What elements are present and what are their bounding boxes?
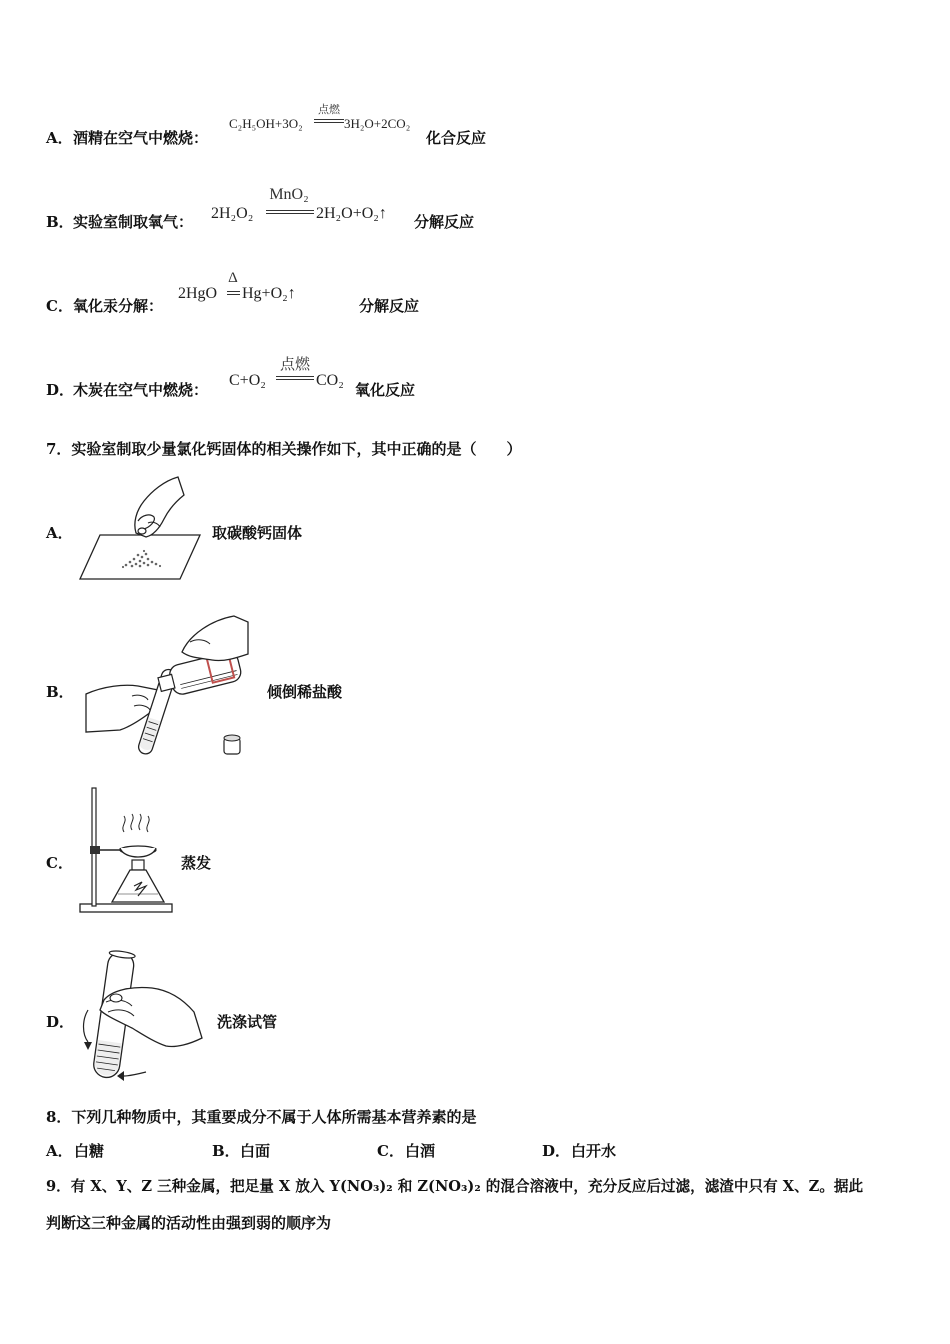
option-label: D． <box>542 1142 571 1160</box>
question-8-stem: 8．下列几种物质中，其重要成分不属于人体所需基本营养素的是 <box>46 1108 477 1126</box>
hand-taking-solid-icon <box>78 475 203 585</box>
reaction-type: 分解反应 <box>414 213 475 231</box>
question-9-stem-line-2: 判断这三种金属的活动性由强到弱的顺序为 <box>46 1214 332 1232</box>
option-text: 白酒 <box>405 1142 436 1160</box>
option-label: C． <box>46 297 73 315</box>
option-label: A． <box>46 1142 73 1160</box>
equation-lhs: 2H₂O₂ <box>211 205 254 222</box>
option-label: A． <box>46 524 73 542</box>
option-label: A． <box>46 129 73 147</box>
equation-lhs: 2HgO <box>178 285 218 302</box>
evaporation-setup-icon <box>78 786 178 916</box>
option-description: 实验室制取氧气： <box>73 213 194 231</box>
washing-test-tube-icon <box>76 950 206 1084</box>
equation-rhs: 3H₂O+2CO₂ <box>344 116 411 131</box>
equation-condition: MnO₂ <box>269 186 309 203</box>
reaction-type: 化合反应 <box>426 129 487 147</box>
reaction-type: 氧化反应 <box>355 381 416 399</box>
reaction-type: 分解反应 <box>359 297 420 315</box>
option-text: 倾倒稀盐酸 <box>267 683 343 701</box>
option-label: B． <box>46 213 74 231</box>
question-9-stem-line-1: 9．有 X、Y、Z 三种金属，把足量 X 放入 Y(NO₃)₂ 和 Z(NO₃)₂ 的混合溶液中，充分反应后过滤，滤渣中只有 X、Z。据此 <box>46 1178 864 1195</box>
equation-equals <box>266 210 314 214</box>
equation-equals <box>227 291 240 295</box>
pouring-liquid-icon <box>86 612 251 762</box>
option-label: C． <box>46 854 73 872</box>
equation-rhs: 2H₂O+O₂↑ <box>316 205 387 222</box>
option-label: B． <box>212 1142 240 1160</box>
option-text: 白开水 <box>571 1142 617 1160</box>
option-text: 洗涤试管 <box>217 1013 278 1031</box>
equation-condition: 点燃 <box>279 355 310 373</box>
option-description: 酒精在空气中燃烧： <box>73 129 209 147</box>
question-7-stem: 7．实验室制取少量氯化钙固体的相关操作如下，其中正确的是（ ） <box>46 440 522 458</box>
option-label: D． <box>46 381 75 399</box>
option-description: 氧化汞分解： <box>73 297 164 315</box>
option-label: C． <box>377 1142 404 1160</box>
equation-condition: 点燃 <box>318 103 340 116</box>
equation-equals <box>276 376 314 380</box>
option-label: B． <box>46 683 74 701</box>
option-text: 白面 <box>240 1142 271 1160</box>
equation-lhs: C₂H₅OH+3O₂ <box>229 116 303 131</box>
equation-rhs: Hg+O₂↑ <box>242 285 296 302</box>
option-text: 蒸发 <box>181 854 212 872</box>
equation-condition: Δ <box>228 270 238 286</box>
option-description: 木炭在空气中燃烧： <box>73 381 209 399</box>
option-label: D． <box>46 1013 75 1031</box>
option-text: 白糖 <box>74 1142 105 1160</box>
equation-equals <box>314 119 344 123</box>
equation-rhs: CO₂ <box>316 372 344 389</box>
option-text: 取碳酸钙固体 <box>212 524 303 542</box>
equation-lhs: C+O₂ <box>229 372 266 389</box>
